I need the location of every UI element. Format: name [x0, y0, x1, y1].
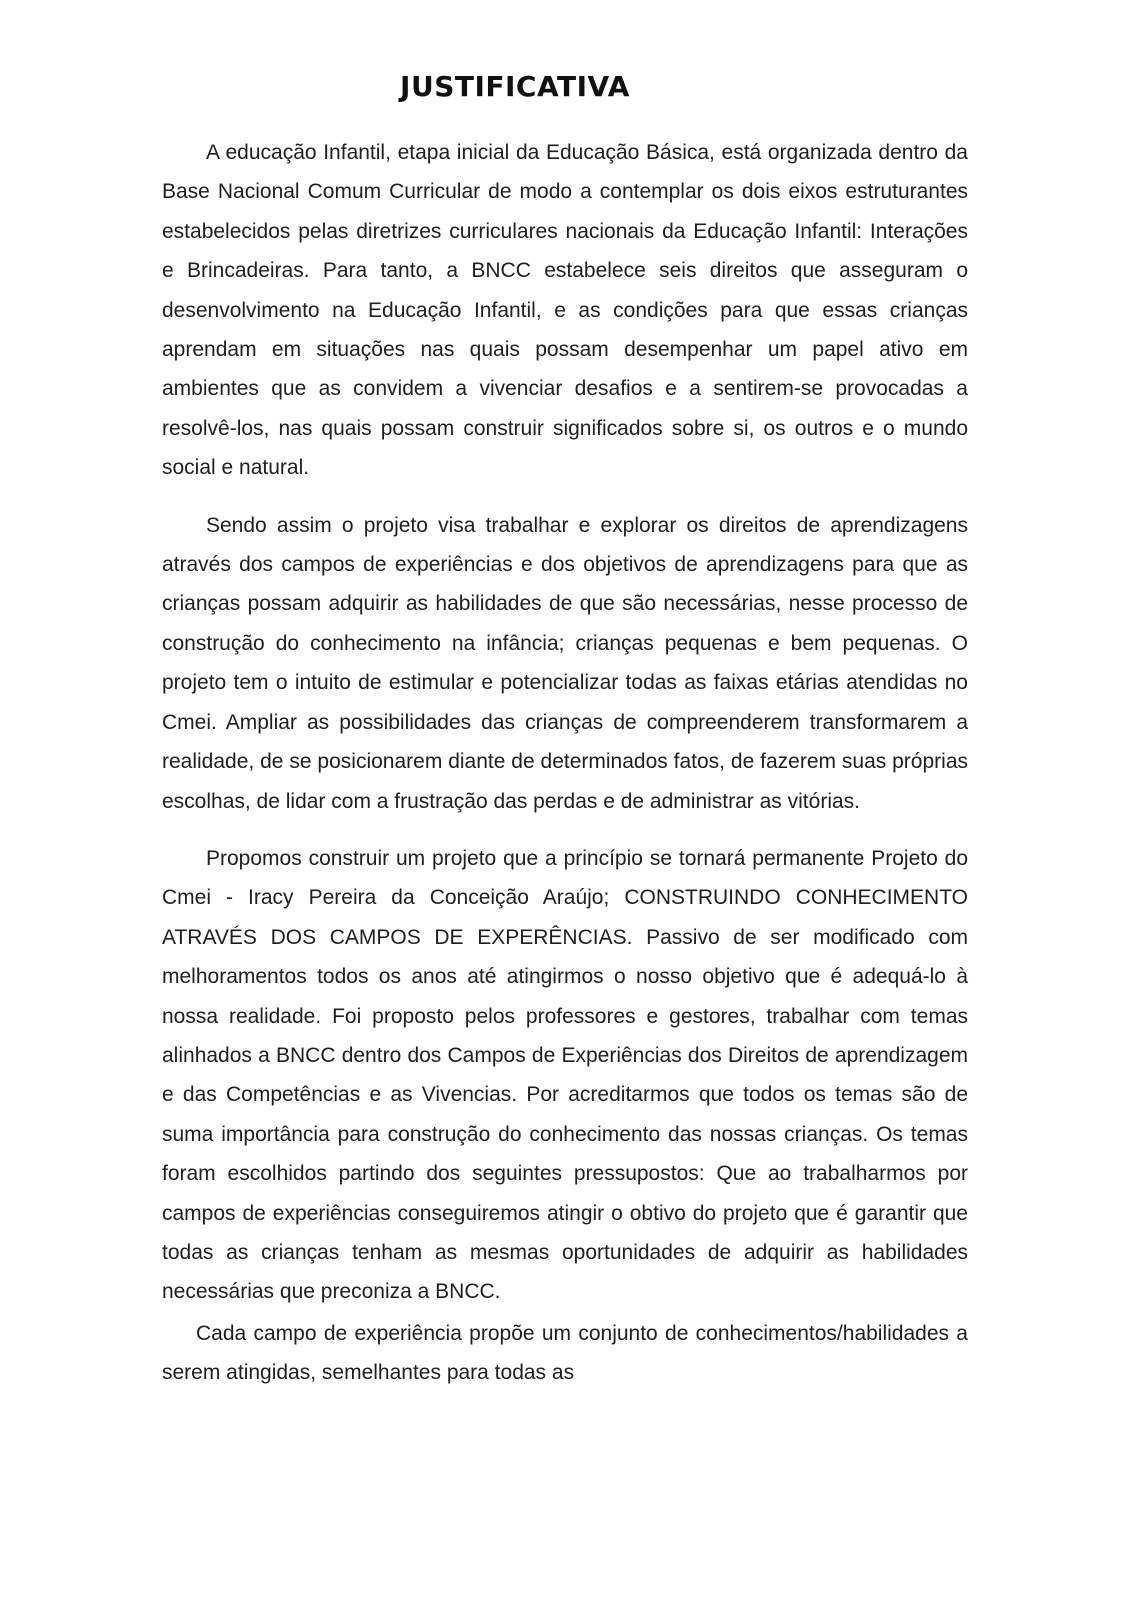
paragraph-proposal: Propomos construir um projeto que a princípio se tornará permanente Projeto do Cmei - Iracy Pereira da Conceição Araújo; CONSTRUINDO CONHECIMENTO ATRAVÉS DOS CAMPOS DE EXPERÊNCIAS. Passivo de ser modificado com melhoramentos todos os anos até atingirmos o nosso objetivo que é adequá-lo à nossa realidade. Foi proposto pelos professores e gestores, trabalhar com temas alinhados a BNCC dentro dos Campos de Experiências dos Direitos de aprendizagem e das Competências e as Vivencias. Por acreditarmos que todos os temas são de suma importância para construção do conhecimento das nossas crianças. Os temas foram escolhidos partindo dos seguintes pressupostos: Que ao trabalharmos por campos de experiências conseguiremos atingir o obtivo do projeto que é garantir que todas as crianças tenham as mesmas oportunidades de adquirir as habilidades necessárias que preconiza a BNCC.: [162, 846, 968, 1304]
document-body: [162, 133, 968, 1393]
paragraph-intro: A educação Infantil, etapa inicial da Educação Básica, está organizada dentro da Base Nacional Comum Curricular de modo a contemplar os dois eixos estruturantes estabelecidos pelas diretrizes curriculares nacionais da Educação Infantil: Interações e Brincadeiras. Para tanto, a BNCC estabelece seis direitos que asseguram o desenvolvimento na Educação Infantil, e as condições para que essas crianças aprendam em situações nas quais possam desempenhar um papel ativo em ambientes que as convidem a vivenciar desafios e a sentirem-se provocadas a resolvê-los, nas quais possam construir significados sobre si, os outros e o mundo social e natural.: [162, 141, 968, 480]
paragraph-experience-fields: Cada campo de experiência propõe um conjunto de conhecimentos/habilidades a serem atingidas, semelhantes para todas as: [162, 1321, 968, 1385]
paragraph-project-aim: Sendo assim o projeto visa trabalhar e explorar os direitos de aprendizagens através dos campos de experiências e dos objetivos de aprendizagens para que as crianças possam adquirir as habilidades de que são necessárias, nesse processo de construção do conhecimento na infância; crianças pequenas e bem pequenas. O projeto tem o intuito de estimular e potencializar todas as faixas etárias atendidas no Cmei. Ampliar as possibilidades das crianças de compreenderem transformarem a realidade, de se posicionarem diante de determinados fatos, de fazerem suas próprias escolhas, de lidar com a frustração das perdas e de administrar as vitórias.: [162, 513, 968, 813]
page-title: JUSTIFICATIVA: [400, 70, 630, 103]
